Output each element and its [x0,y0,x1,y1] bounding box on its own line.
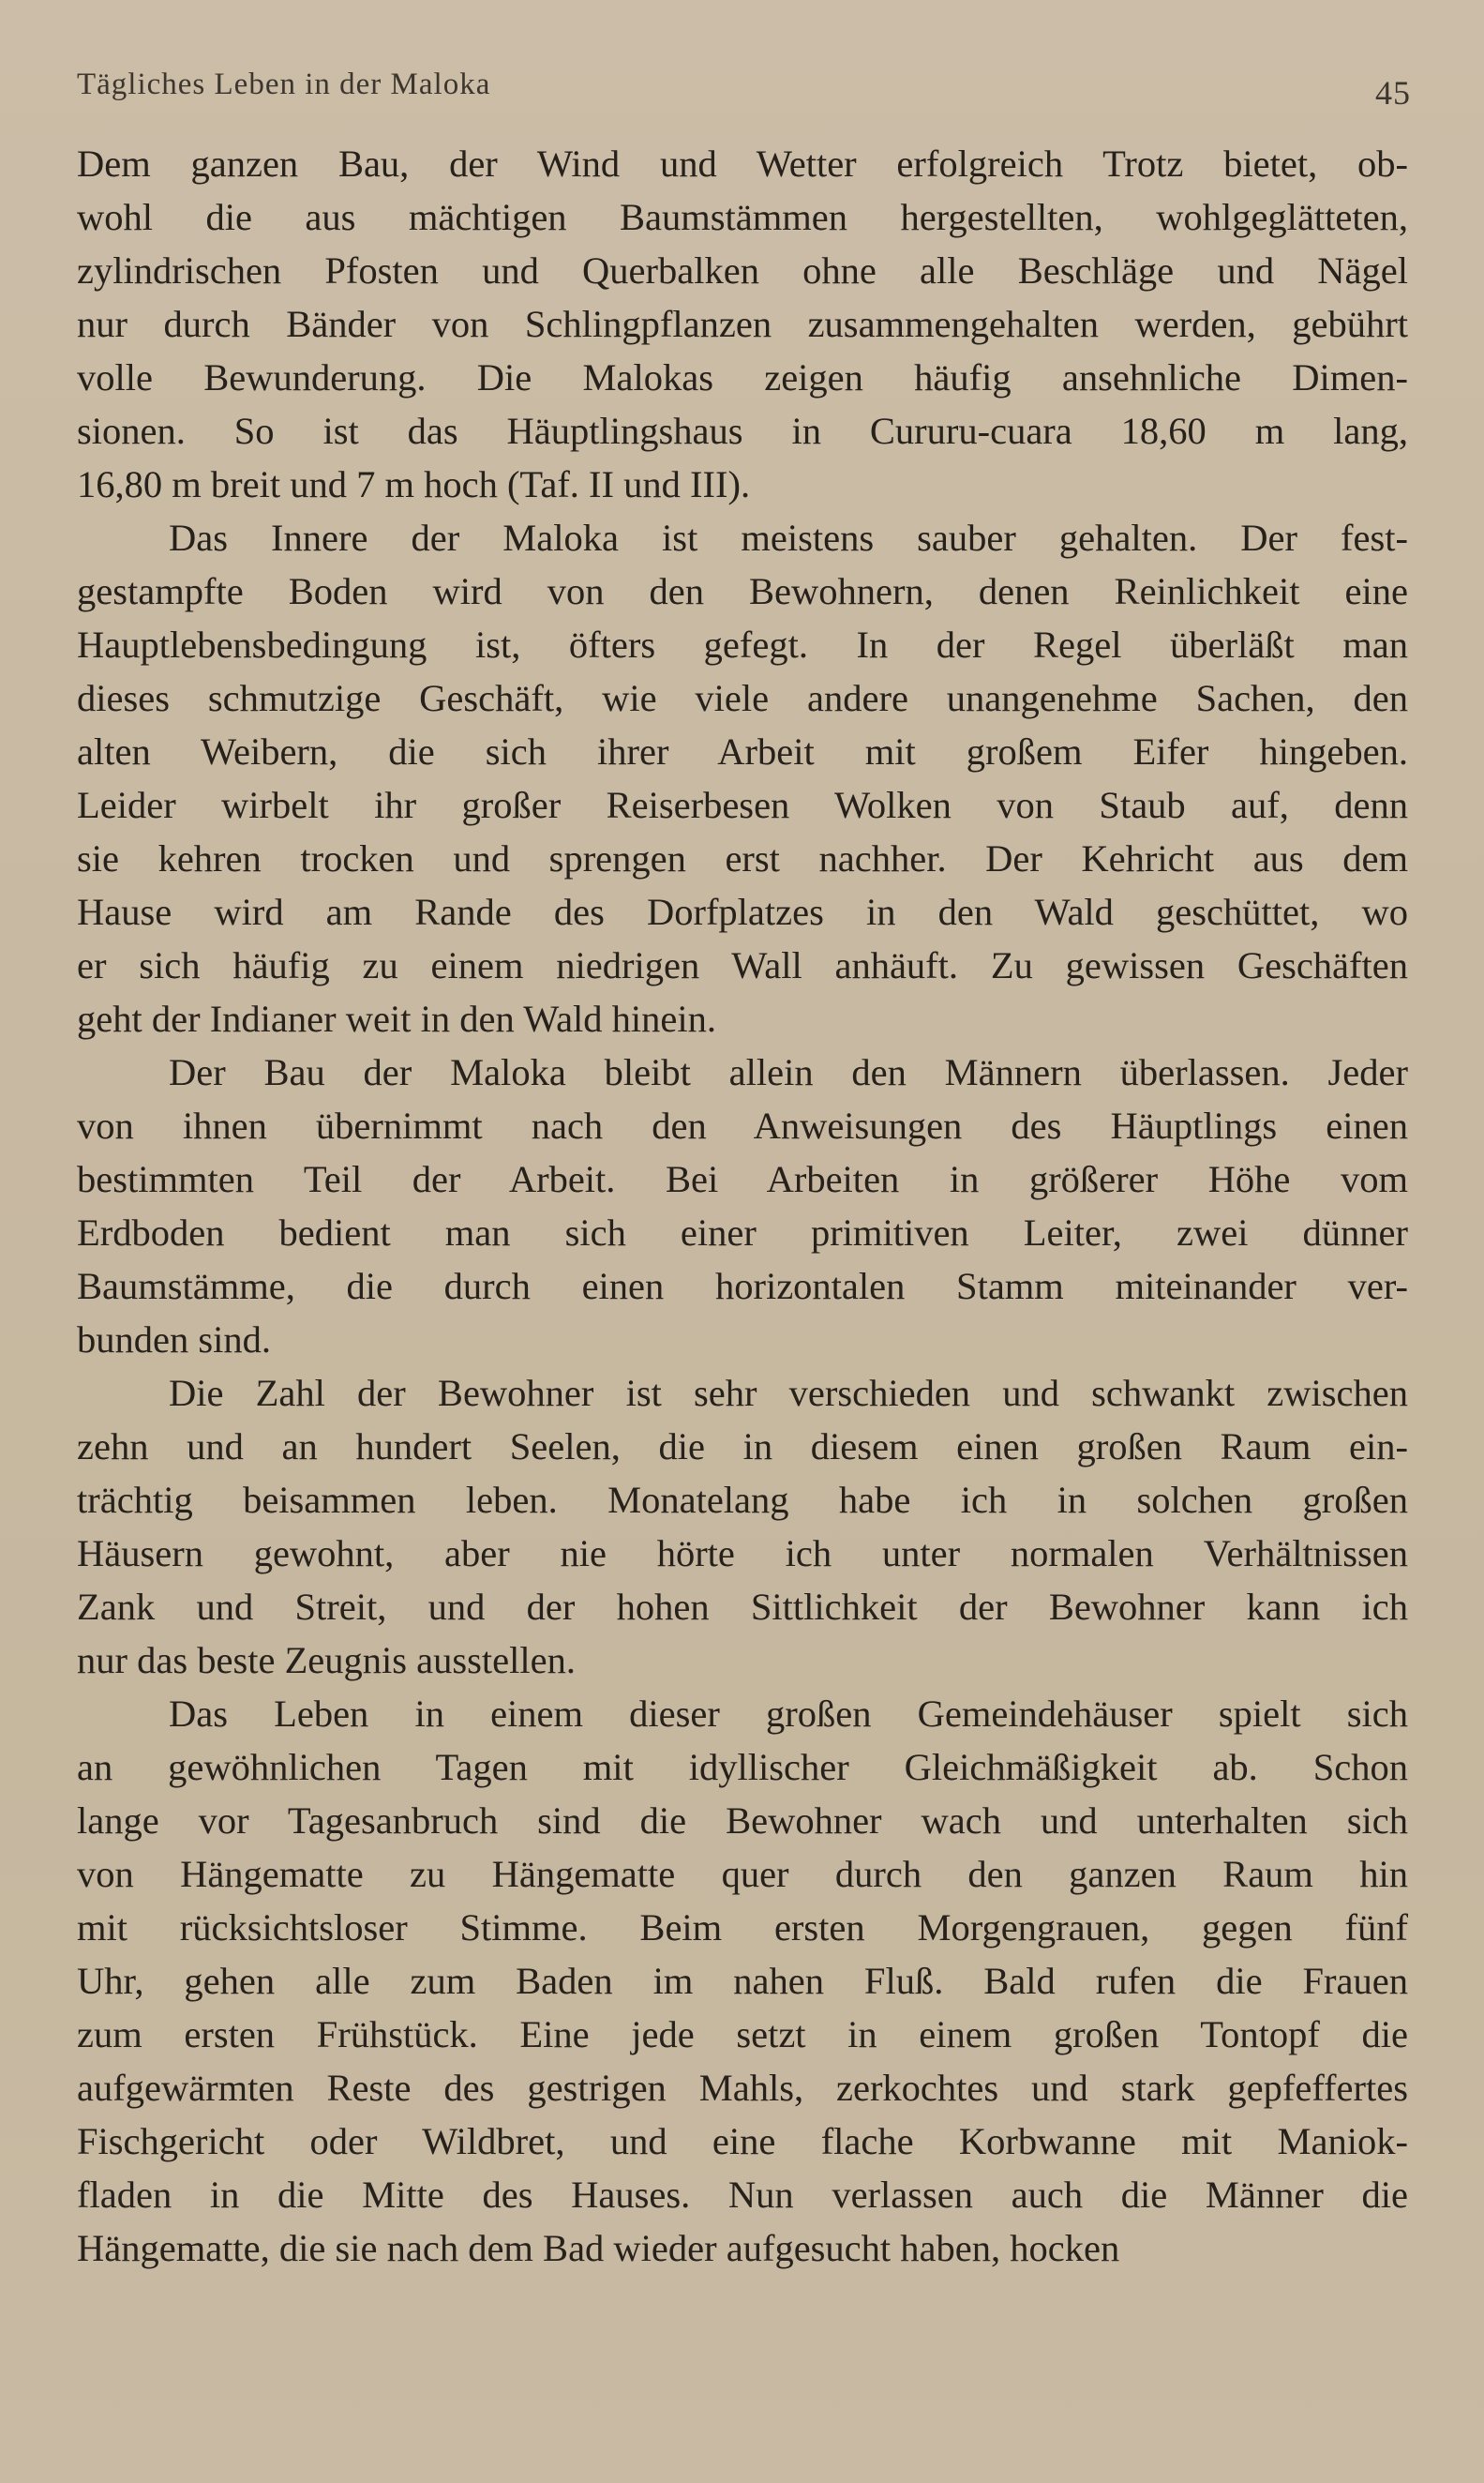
text-line: Der Bau der Maloka bleibt allein den Männern überlassen. Jeder [169,1051,1408,1093]
text-line: von ihnen übernimmt nach den Anweisungen des Häuptlings einen [77,1105,1408,1147]
text-line: Dem ganzen Bau, der Wind und Wetter erfolgreich Trotz bietet, ob- [77,143,1408,185]
paragraph [77,511,1408,1046]
text-line: Erdboden bedient man sich einer primitiven Leiter, zwei dünner [77,1211,1408,1254]
paragraph [77,1366,1408,1687]
text-line: fladen in die Mitte des Hauses. Nun verlassen auch die Männer die [77,2174,1408,2216]
paragraph [77,1687,1408,2275]
text-line: nur das beste Zeugnis ausstellen. [77,1639,576,1681]
page-number: 45 [1375,74,1411,112]
text-line: zylindrischen Pfosten und Querbalken ohne alle Beschläge und Nägel [77,249,1408,292]
text-line: Baumstämme, die durch einen horizontalen Stamm miteinander ver- [77,1265,1408,1307]
text-line: wohl die aus mächtigen Baumstämmen hergestellten, wohlgeglätteten, [77,196,1408,238]
running-title: Tägliches Leben in der Maloka [77,68,491,101]
text-line: Leider wirbelt ihr großer Reiserbesen Wolken von Staub auf, denn [77,784,1408,826]
text-line: Hause wird am Rande des Dorfplatzes in den Wald geschüttet, wo [77,891,1408,933]
text-line: aufgewärmten Reste des gestrigen Mahls, zerkochtes und stark gepfeffertes [77,2067,1408,2109]
text-line: Fischgericht oder Wildbret, und eine flache Korbwanne mit Maniok- [77,2120,1408,2162]
text-line: 16,80 m breit und 7 m hoch (Taf. II und III). [77,463,751,505]
paragraph [77,1046,1408,1366]
text-line: gestampfte Boden wird von den Bewohnern, denen Reinlichkeit eine [77,570,1408,612]
text-line: bunden sind. [77,1318,271,1361]
text-line: alten Weibern, die sich ihrer Arbeit mit großem Eifer hingeben. [77,730,1408,773]
text-line: sie kehren trocken und sprengen erst nachher. Der Kehricht aus dem [77,837,1408,880]
text-line: trächtig beisammen leben. Monatelang habe ich in solchen großen [77,1479,1408,1521]
text-line: zum ersten Frühstück. Eine jede setzt in einem großen Tontopf die [77,2013,1408,2055]
text-line: bestimmten Teil der Arbeit. Bei Arbeiten in größerer Höhe vom [77,1158,1408,1200]
text-line: sionen. So ist das Häuptlingshaus in Cururu-cuara 18,60 m lang, [77,410,1408,452]
text-line: er sich häufig zu einem niedrigen Wall anhäuft. Zu gewissen Geschäften [77,944,1408,986]
text-line: Die Zahl der Bewohner ist sehr verschieden und schwankt zwischen [169,1372,1408,1414]
text-line: geht der Indianer weit in den Wald hinein. [77,998,717,1040]
text-line: mit rücksichtsloser Stimme. Beim ersten Morgengrauen, gegen fünf [77,1906,1408,1949]
text-line: lange vor Tagesanbruch sind die Bewohner wach und unterhalten sich [77,1799,1408,1842]
text-line: Häusern gewohnt, aber nie hörte ich unter normalen Verhältnissen [77,1532,1408,1574]
running-head [77,68,1411,124]
paragraph [77,137,1408,511]
text-line: Das Leben in einem dieser großen Gemeindehäuser spielt sich [169,1693,1408,1735]
text-line: nur durch Bänder von Schlingpflanzen zusammengehalten werden, gebührt [77,303,1408,345]
text-line: volle Bewunderung. Die Malokas zeigen häufig ansehnliche Dimen- [77,356,1408,399]
text-line: Hauptlebensbedingung ist, öfters gefegt. In der Regel überläßt man [77,624,1408,666]
text-line: Hängematte, die sie nach dem Bad wieder aufgesucht haben, hocken [77,2227,1120,2269]
text-line: Uhr, gehen alle zum Baden im nahen Fluß. Bald rufen die Frauen [77,1960,1408,2002]
text-line: zehn und an hundert Seelen, die in diesem einen großen Raum ein- [77,1425,1408,1467]
text-line: Zank und Streit, und der hohen Sittlichkeit der Bewohner kann ich [77,1586,1408,1628]
text-line: an gewöhnlichen Tagen mit idyllischer Gleichmäßigkeit ab. Schon [77,1746,1408,1788]
text-line: von Hängematte zu Hängematte quer durch den ganzen Raum hin [77,1853,1408,1895]
book-page [77,68,1411,2275]
text-line: Das Innere der Maloka ist meistens sauber gehalten. Der fest- [169,517,1408,559]
body-text [77,137,1408,2275]
text-line: dieses schmutzige Geschäft, wie viele andere unangenehme Sachen, den [77,677,1408,719]
